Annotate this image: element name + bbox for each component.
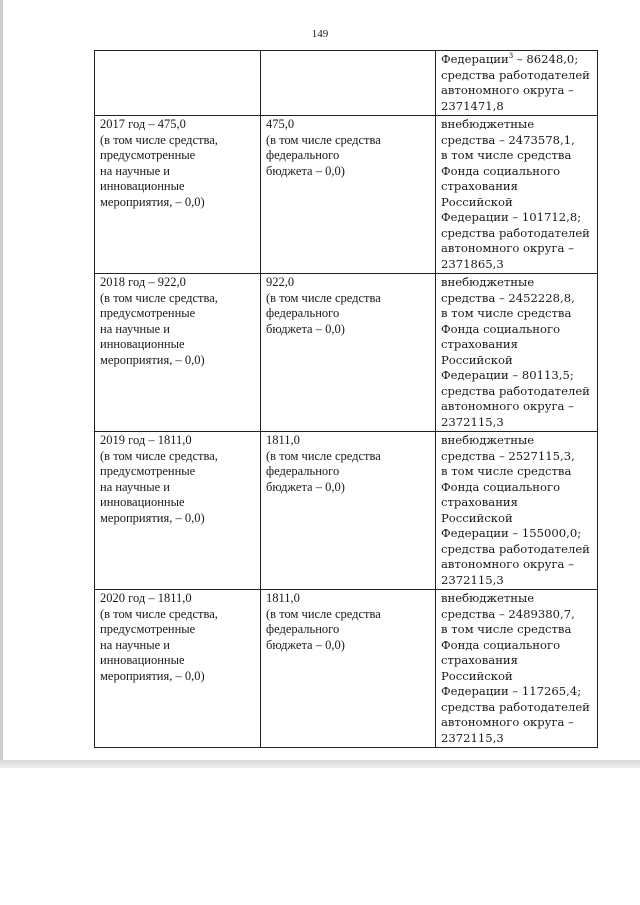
year-cell xyxy=(95,51,261,116)
table-row xyxy=(95,590,598,748)
federal-budget-cell: 1811,0 (в том числе средства федерального бюджета – 0,0) xyxy=(261,590,436,748)
text-fragment: Федерации xyxy=(441,52,509,66)
footnote-marker: 3 xyxy=(508,52,514,61)
extrabudgetary-cell: внебюджетные средства – 2452228,8, в том числе средства Фонда социального страхования Российской Федерации – 80113,5; средства работодателей автономного округа – 2372115,3 xyxy=(436,274,598,432)
text-fragment: средства работодателей автономного округа – 2371471,8 xyxy=(441,67,590,113)
year-cell: 2017 год – 475,0 (в том числе средства, предусмотренные на научные и инновационные мероприятия, – 0,0) xyxy=(95,116,261,274)
page-number: 149 xyxy=(311,28,329,40)
extrabudgetary-cell xyxy=(436,51,598,116)
funding-table xyxy=(94,50,598,748)
table-row xyxy=(95,51,598,116)
text-fragment: – 86248,0; xyxy=(513,52,579,66)
year-cell: 2018 год – 922,0 (в том числе средства, предусмотренные на научные и инновационные мероприятия, – 0,0) xyxy=(95,274,261,432)
federal-budget-cell: 475,0 (в том числе средства федерального бюджета – 0,0) xyxy=(261,116,436,274)
extrabudgetary-cell: внебюджетные средства – 2489380,7, в том числе средства Фонда социального страхования Российской Федерации – 117265,4; средства работодателей автономного округа – 2372115,3 xyxy=(436,590,598,748)
federal-budget-cell xyxy=(261,51,436,116)
table-row xyxy=(95,116,598,274)
table-row xyxy=(95,432,598,590)
extrabudgetary-cell: внебюджетные средства – 2473578,1, в том числе средства Фонда социального страхования Российской Федерации – 101712,8; средства работодателей автономного округа – 2371865,3 xyxy=(436,116,598,274)
scan-edge-shadow xyxy=(0,760,640,768)
year-cell: 2020 год – 1811,0 (в том числе средства, предусмотренные на научные и инновационные мероприятия, – 0,0) xyxy=(95,590,261,748)
table-row xyxy=(95,274,598,432)
federal-budget-cell: 922,0 (в том числе средства федерального бюджета – 0,0) xyxy=(261,274,436,432)
extrabudgetary-cell: внебюджетные средства – 2527115,3, в том числе средства Фонда социального страхования Российской Федерации – 155000,0; средства работодателей автономного округа – 2372115,3 xyxy=(436,432,598,590)
year-cell: 2019 год – 1811,0 (в том числе средства, предусмотренные на научные и инновационные мероприятия, – 0,0) xyxy=(95,432,261,590)
federal-budget-cell: 1811,0 (в том числе средства федерального бюджета – 0,0) xyxy=(261,432,436,590)
